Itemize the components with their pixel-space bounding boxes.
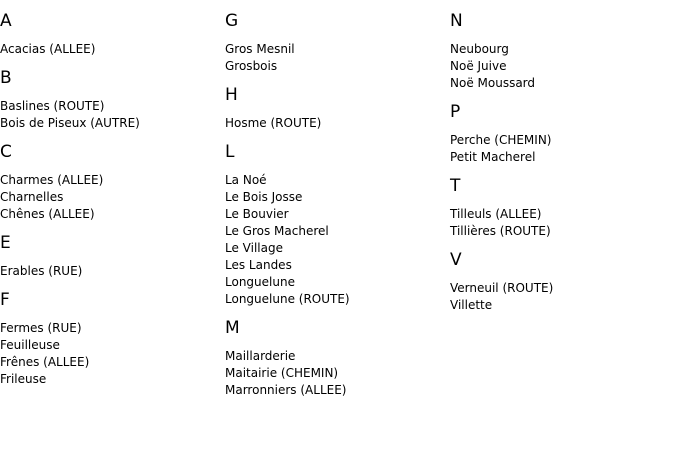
- section-g: [225, 11, 445, 75]
- section-letter: M: [225, 318, 240, 338]
- column-2: [225, 0, 445, 399]
- street-link[interactable]: Maillarderie: [225, 349, 296, 363]
- street-link[interactable]: Neubourg: [450, 42, 509, 56]
- section-p: [450, 102, 670, 166]
- section-e: [0, 233, 220, 280]
- street-link[interactable]: Longuelune (ROUTE): [225, 292, 350, 306]
- street-link[interactable]: La Noé: [225, 173, 267, 187]
- section-letter: G: [225, 11, 239, 31]
- street-link[interactable]: Noë Moussard: [450, 76, 536, 90]
- street-link[interactable]: Le Village: [225, 241, 283, 255]
- section-letter: T: [450, 176, 461, 196]
- section-v: [450, 250, 670, 314]
- street-link[interactable]: Maitairie (CHEMIN): [225, 366, 339, 380]
- street-link[interactable]: Charnelles: [0, 190, 64, 204]
- street-link[interactable]: Les Landes: [225, 258, 292, 272]
- street-link[interactable]: Verneuil (ROUTE): [450, 281, 554, 295]
- street-link[interactable]: Gros Mesnil: [225, 42, 295, 56]
- street-link[interactable]: Tillières (ROUTE): [450, 224, 551, 238]
- street-link[interactable]: Hosme (ROUTE): [225, 116, 322, 130]
- section-m: [225, 318, 445, 399]
- street-link[interactable]: Noë Juive: [450, 59, 507, 73]
- street-link[interactable]: Tilleuls (ALLEE): [450, 207, 542, 221]
- section-t: [450, 176, 670, 240]
- street-link[interactable]: Le Bouvier: [225, 207, 289, 221]
- column-1: [0, 0, 220, 388]
- section-letter: N: [450, 11, 463, 31]
- street-link[interactable]: Chênes (ALLEE): [0, 207, 95, 221]
- street-link[interactable]: Frênes (ALLEE): [0, 355, 90, 369]
- street-link[interactable]: Le Gros Macherel: [225, 224, 329, 238]
- section-letter: V: [450, 250, 462, 270]
- street-link[interactable]: Erables (RUE): [0, 264, 83, 278]
- section-letter: C: [0, 142, 12, 162]
- section-letter: B: [0, 68, 12, 88]
- street-link[interactable]: Petit Macherel: [450, 150, 536, 164]
- section-letter: P: [450, 102, 461, 122]
- section-n: [450, 11, 670, 92]
- section-c: [0, 142, 220, 223]
- street-link[interactable]: Longuelune: [225, 275, 295, 289]
- street-link[interactable]: Charmes (ALLEE): [0, 173, 104, 187]
- street-link[interactable]: Grosbois: [225, 59, 278, 73]
- street-link[interactable]: Le Bois Josse: [225, 190, 303, 204]
- street-link[interactable]: Feuilleuse: [0, 338, 60, 352]
- street-link[interactable]: Villette: [450, 298, 493, 312]
- street-link[interactable]: Frileuse: [0, 372, 47, 386]
- column-3: [450, 0, 670, 314]
- street-link[interactable]: Marronniers (ALLEE): [225, 383, 347, 397]
- street-link[interactable]: Bois de Piseux (AUTRE): [0, 116, 140, 130]
- section-f: [0, 290, 220, 388]
- section-letter: E: [0, 233, 11, 253]
- section-letter: H: [225, 85, 238, 105]
- street-link[interactable]: Perche (CHEMIN): [450, 133, 552, 147]
- street-link[interactable]: Acacias (ALLEE): [0, 42, 96, 56]
- street-link[interactable]: Baslines (ROUTE): [0, 99, 105, 113]
- section-letter: A: [0, 11, 12, 31]
- street-link[interactable]: Fermes (RUE): [0, 321, 82, 335]
- section-b: [0, 68, 220, 132]
- section-h: [225, 85, 445, 132]
- section-a: [0, 11, 220, 58]
- section-l: [225, 142, 445, 308]
- section-letter: L: [225, 142, 235, 162]
- section-letter: F: [0, 290, 10, 310]
